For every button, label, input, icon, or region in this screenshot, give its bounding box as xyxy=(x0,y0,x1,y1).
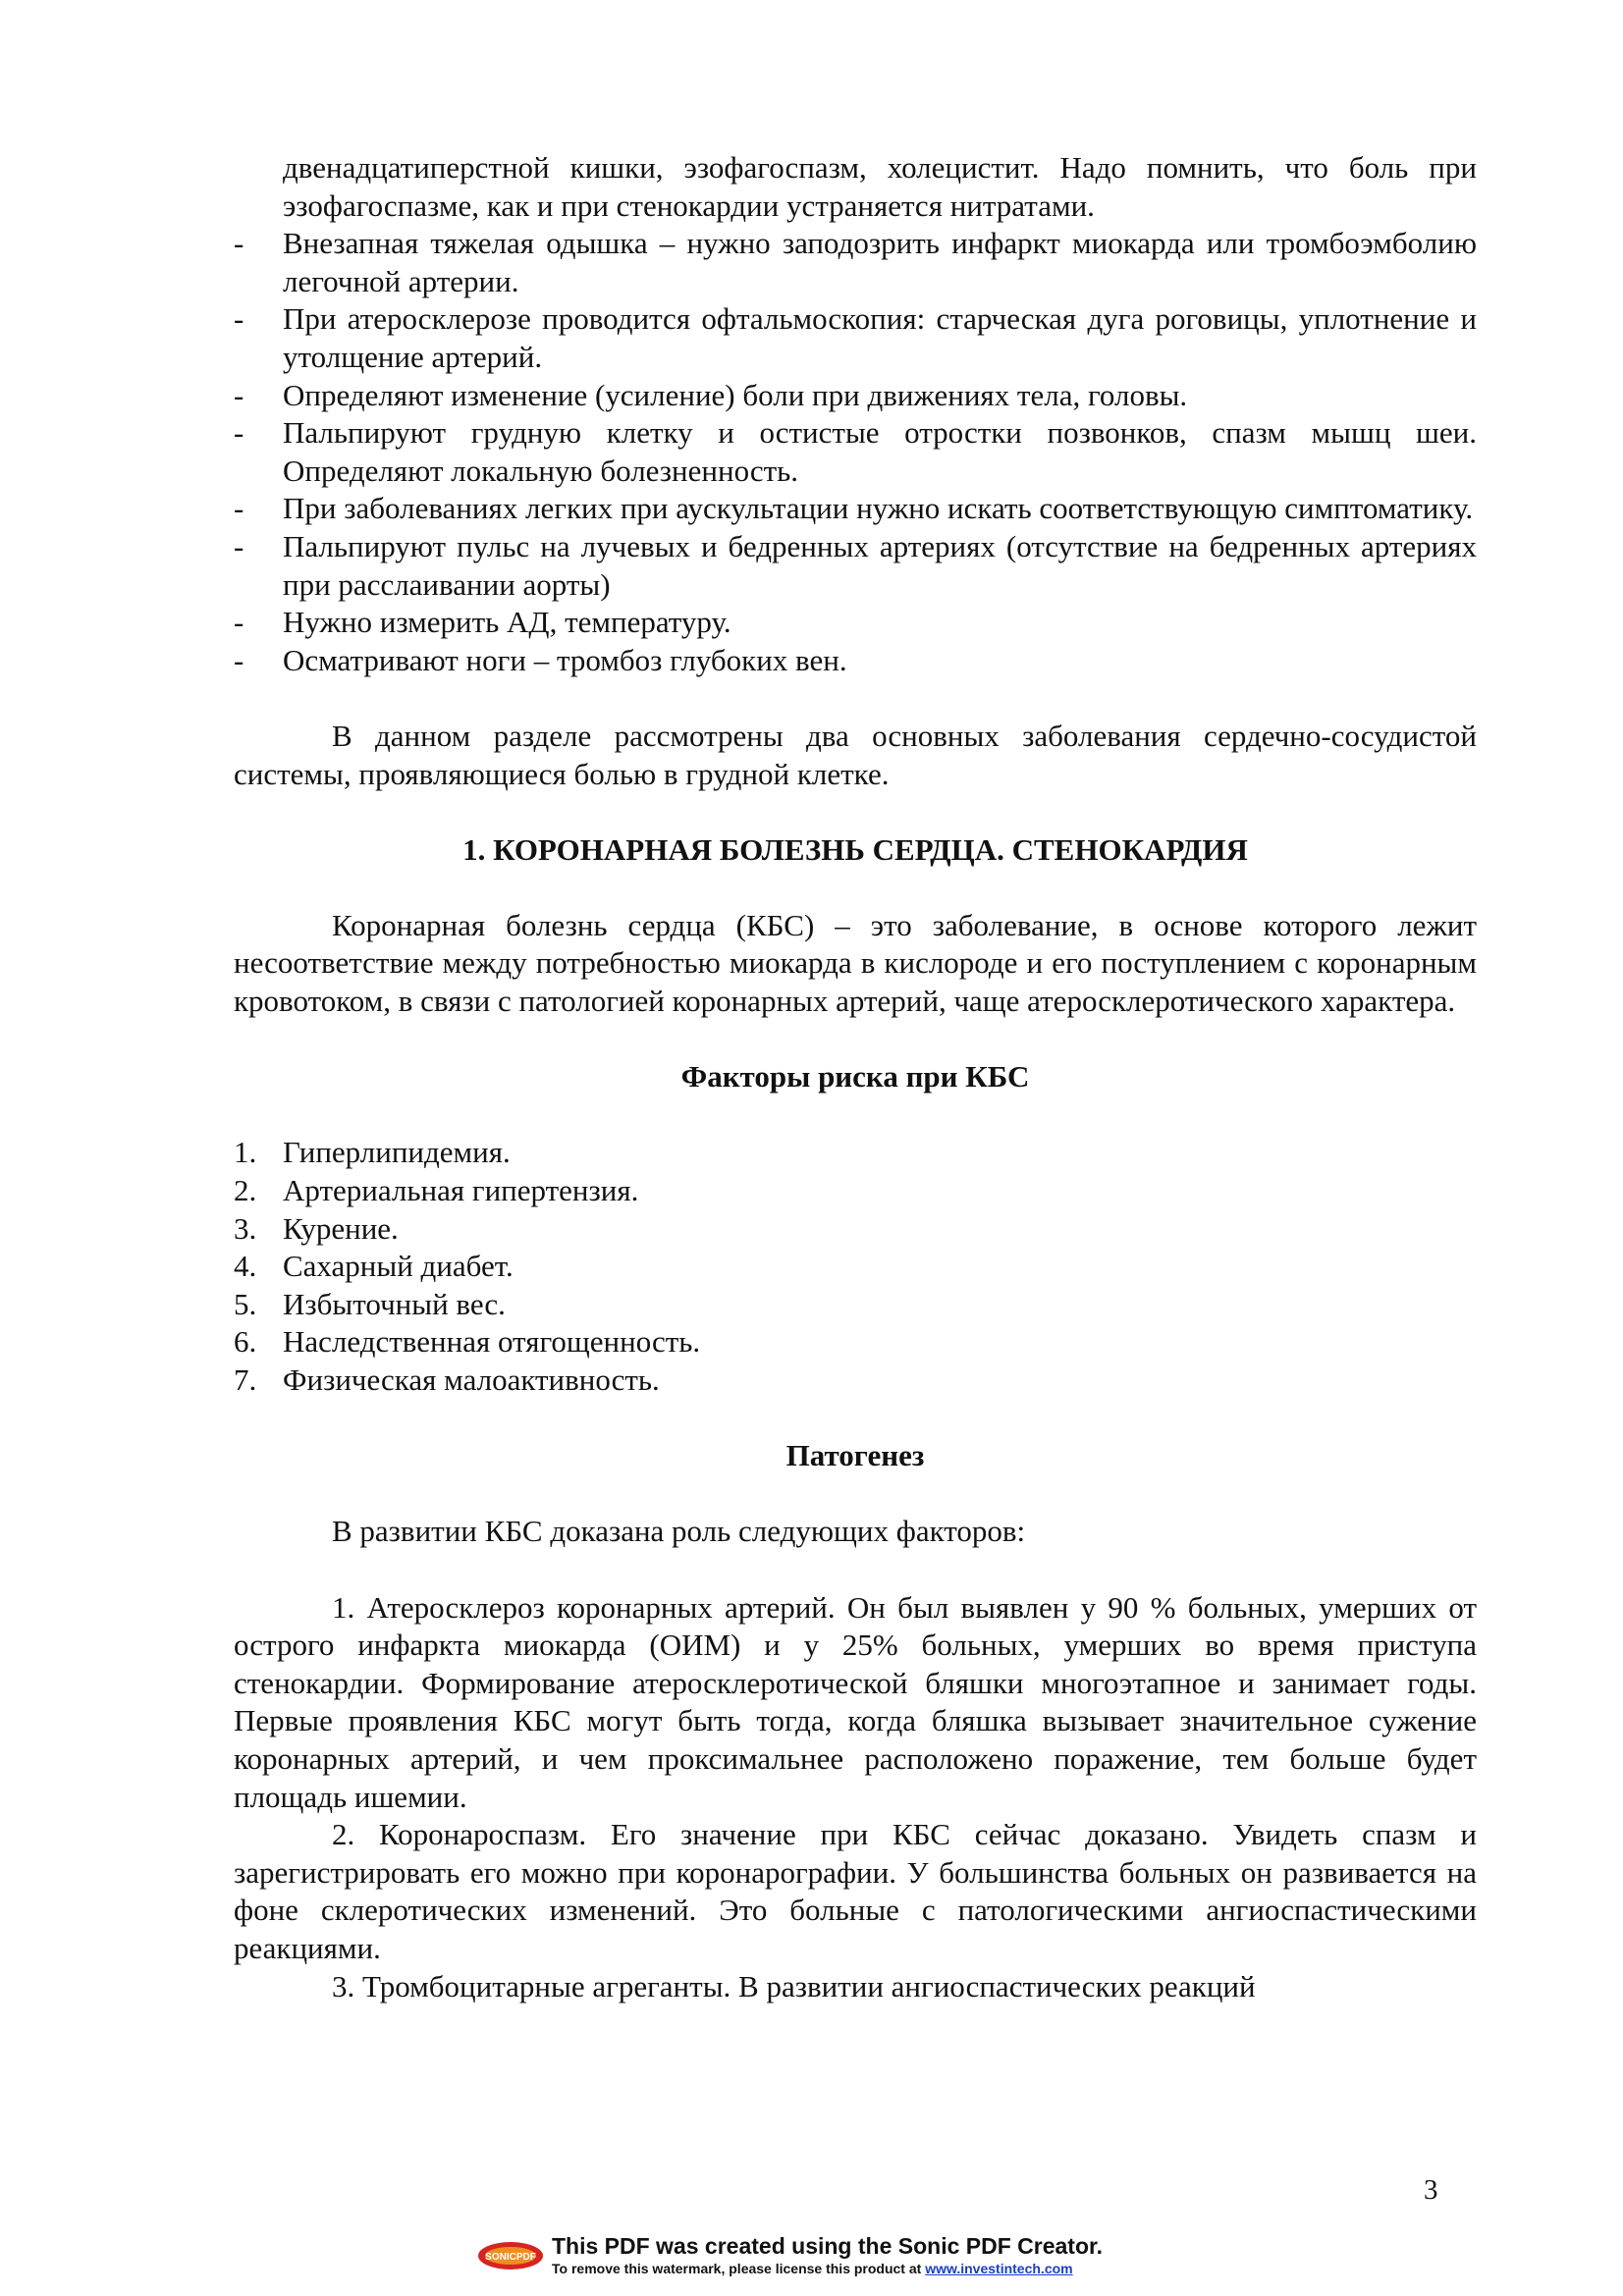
list-text: Гиперлипидемия. xyxy=(283,1135,511,1170)
bullet-text: Пальпируют грудную клетку и остистые отростки позвонков, спазм мышц шеи. Определяют локальную болезненность. xyxy=(283,415,1477,488)
bullet-text: Нужно измерить АД, температуру. xyxy=(283,605,731,640)
list-number: 6. xyxy=(234,1324,257,1360)
spacer xyxy=(234,1400,1477,1438)
risk-factors-list xyxy=(234,1134,1477,1399)
list-item xyxy=(234,1248,1477,1286)
bullet-item xyxy=(234,528,1477,604)
kbs-definition: Коронарная болезнь сердца (КБС) – это заболевание, в основе которого лежит несоответствие между потребностью миокарда в кислороде и его поступлением с коронарным кровотоком, в связи с патологией коронарных артерий, чаще атеросклеротического характера. xyxy=(234,907,1477,1019)
spacer xyxy=(234,1096,1477,1135)
list-item xyxy=(234,1323,1477,1362)
bullet-item xyxy=(234,604,1477,642)
risk-factors-title: Факторы риска при КБС xyxy=(680,1059,1030,1095)
bullet-dash: - xyxy=(234,301,244,337)
bullet-dash: - xyxy=(234,226,244,261)
list-item xyxy=(234,1210,1477,1249)
bullet-item xyxy=(234,300,1477,376)
pathogenesis-lead: В развитии КБС доказана роль следующих факторов: xyxy=(332,1514,1026,1549)
list-text: Наследственная отягощенность. xyxy=(283,1324,701,1360)
list-number: 2. xyxy=(234,1173,257,1208)
spacer xyxy=(234,679,1477,718)
watermark-link[interactable]: www.investintech.com xyxy=(925,2261,1073,2276)
logo-text: SONICPDF xyxy=(485,2252,536,2263)
list-number: 4. xyxy=(234,1249,257,1284)
spacer xyxy=(234,1021,1477,1059)
list-item xyxy=(234,1134,1477,1172)
bullet-dash: - xyxy=(234,642,244,677)
list-item xyxy=(234,1286,1477,1324)
watermark-subtitle-text: To remove this watermark, please license this product at xyxy=(552,2261,922,2276)
bullet-dash: - xyxy=(234,528,244,563)
list-number: 1. xyxy=(234,1135,257,1170)
page-number: 3 xyxy=(1424,2174,1438,2206)
pathogenesis-title: Патогенез xyxy=(785,1438,925,1473)
pathogenesis-factor-2: 2. Коронароспазм. Его значение при КБС сейчас доказано. Увидеть спазм и зарегистрировать его можно при коронарографии. У большинства больных он развивается на фоне склеротических изменений. Это больные с патологическими ангиоспастическими реакциями. xyxy=(234,1817,1477,1965)
bullet-item xyxy=(234,490,1477,528)
list-text: Избыточный вес. xyxy=(283,1286,506,1321)
list-text: Сахарный диабет. xyxy=(283,1249,514,1284)
list-text: Артериальная гипертензия. xyxy=(283,1173,639,1208)
bullet-text: Осматривают ноги – тромбоз глубоких вен. xyxy=(283,642,847,677)
list-text: Курение. xyxy=(283,1210,399,1246)
bullet-text: При заболеваниях легких при аускультации нужно искать соответствующую симптоматику. xyxy=(283,491,1474,526)
section-summary: В данном разделе рассмотрены два основных заболевания сердечно-сосудистой системы, проявляющиеся болью в грудной клетке. xyxy=(234,718,1477,791)
spacer xyxy=(234,1475,1477,1514)
watermark xyxy=(477,2233,1164,2282)
bullet-dash: - xyxy=(234,491,244,526)
bullet-dash: - xyxy=(234,415,244,451)
watermark-title: This PDF was created using the Sonic PDF Creator. xyxy=(552,2233,1104,2259)
spacer xyxy=(234,869,1477,907)
bullet-dash: - xyxy=(234,605,244,640)
symptom-bullet-list xyxy=(234,225,1477,679)
document-page xyxy=(234,149,1477,2005)
bullet-item xyxy=(234,377,1477,415)
bullet-item xyxy=(234,642,1477,680)
bullet-text: Пальпируют пульс на лучевых и бедренных артериях (отсутствие на бедренных артериях при расслаивании аорты) xyxy=(283,528,1477,602)
list-number: 3. xyxy=(234,1210,257,1246)
list-number: 7. xyxy=(234,1362,257,1397)
bullet-text: При атеросклерозе проводится офтальмоскопия: старческая дуга роговицы, уплотнение и утолщение артерий. xyxy=(283,301,1477,374)
list-text: Физическая малоактивность. xyxy=(283,1362,660,1397)
bullet-text: Определяют изменение (усиление) боли при движениях тела, головы. xyxy=(283,377,1188,412)
list-item xyxy=(234,1362,1477,1400)
watermark-subtitle xyxy=(552,2261,1073,2276)
pathogenesis-factor-3: 3. Тромбоцитарные агреганты. В развитии ангиоспастических реакций xyxy=(332,1968,1256,2003)
spacer xyxy=(234,793,1477,831)
sonicpdf-logo-icon xyxy=(477,2241,544,2270)
bullet-text: Внезапная тяжелая одышка – нужно заподозрить инфаркт миокарда или тромбоэмболию легочной артерии. xyxy=(283,226,1477,298)
bullet-item xyxy=(234,225,1477,300)
intro-continuation: двенадцатиперстной кишки, эзофагоспазм, холецистит. Надо помнить, что боль при эзофагоспазме, как и при стенокардии устраняется нитратами. xyxy=(283,150,1477,223)
spacer xyxy=(234,1551,1477,1589)
list-number: 5. xyxy=(234,1286,257,1321)
pathogenesis-factor-1: 1. Атеросклероз коронарных артерий. Он был выявлен у 90 % больных, умерших от острого инфаркта миокарда (ОИМ) и у 25% больных, умерших во время приступа стенокардии. Формирование атеросклеротической бляшки многоэтапное и занимает годы. Первые проявления КБС могут быть тогда, когда бляшка вызывает значительное сужение коронарных артерий, и чем проксимальнее расположено поражение, тем больше будет площадь ишемии. xyxy=(234,1589,1477,1814)
bullet-item xyxy=(234,414,1477,490)
list-item xyxy=(234,1172,1477,1210)
section-title: 1. КОРОНАРНАЯ БОЛЕЗНЬ СЕРДЦА. СТЕНОКАРДИЯ xyxy=(462,831,1248,867)
bullet-dash: - xyxy=(234,377,244,412)
